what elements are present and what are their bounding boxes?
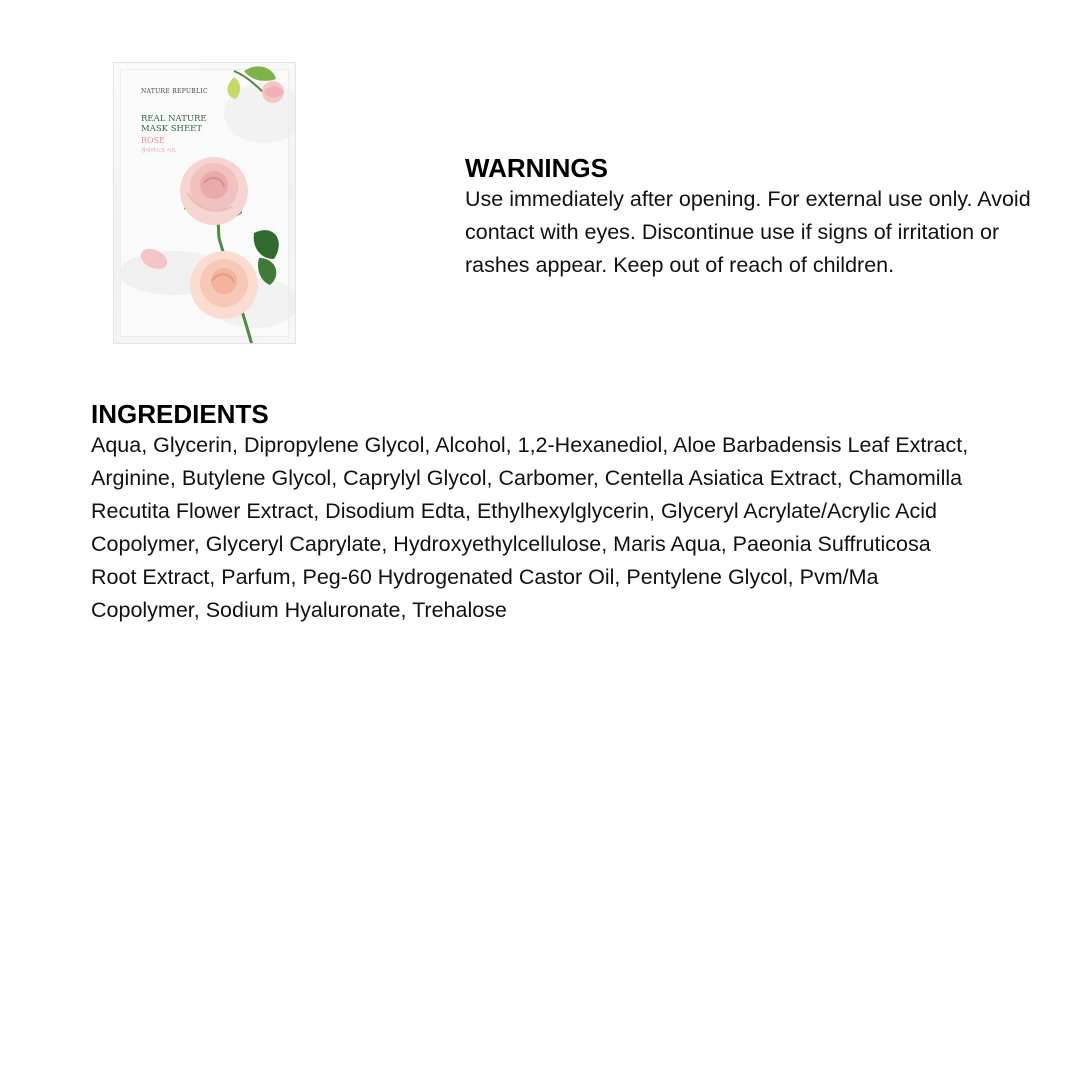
warnings-heading: WARNINGS bbox=[465, 153, 608, 183]
package-brand-text: NATURE REPUBLIC bbox=[141, 88, 208, 95]
package-title-line1: REAL NATURE bbox=[141, 114, 207, 124]
warnings-text: Use immediately after opening. For external use only. Avoid contact with eyes. Discontinue use if signs of irritation or rashes appear. Keep out of reach of children. bbox=[465, 187, 1031, 277]
ingredients-section bbox=[91, 399, 971, 627]
package-korean-text: 장미마스크 시트 bbox=[141, 148, 177, 154]
ingredients-heading: INGREDIENTS bbox=[91, 399, 269, 429]
product-package-image bbox=[113, 62, 296, 344]
rose-illustration bbox=[114, 63, 296, 344]
package-variant: ROSE bbox=[141, 136, 165, 145]
warnings-section bbox=[465, 153, 1055, 282]
package-title bbox=[141, 114, 207, 134]
ingredients-text: Aqua, Glycerin, Dipropylene Glycol, Alcohol, 1,2-Hexanediol, Aloe Barbadensis Leaf Extract, Arginine, Butylene Glycol, Caprylyl Glycol, Carbomer, Centella Asiatica Extract, Chamomilla Recutita Flower Extract, Disodium Edta, Ethylhexylglycerin, Glyceryl Acrylate/Acrylic Acid Copolymer, Glyceryl Caprylate, Hydroxyethylcellulose, Maris Aqua, Paeonia Suffruticosa Root Extract, Parfum, Peg-60 Hydrogenated Castor Oil, Pentylene Glycol, Pvm/Ma Copolymer, Sodium Hyaluronate, Trehalose bbox=[91, 433, 969, 622]
package-title-line2: MASK SHEET bbox=[141, 124, 203, 134]
